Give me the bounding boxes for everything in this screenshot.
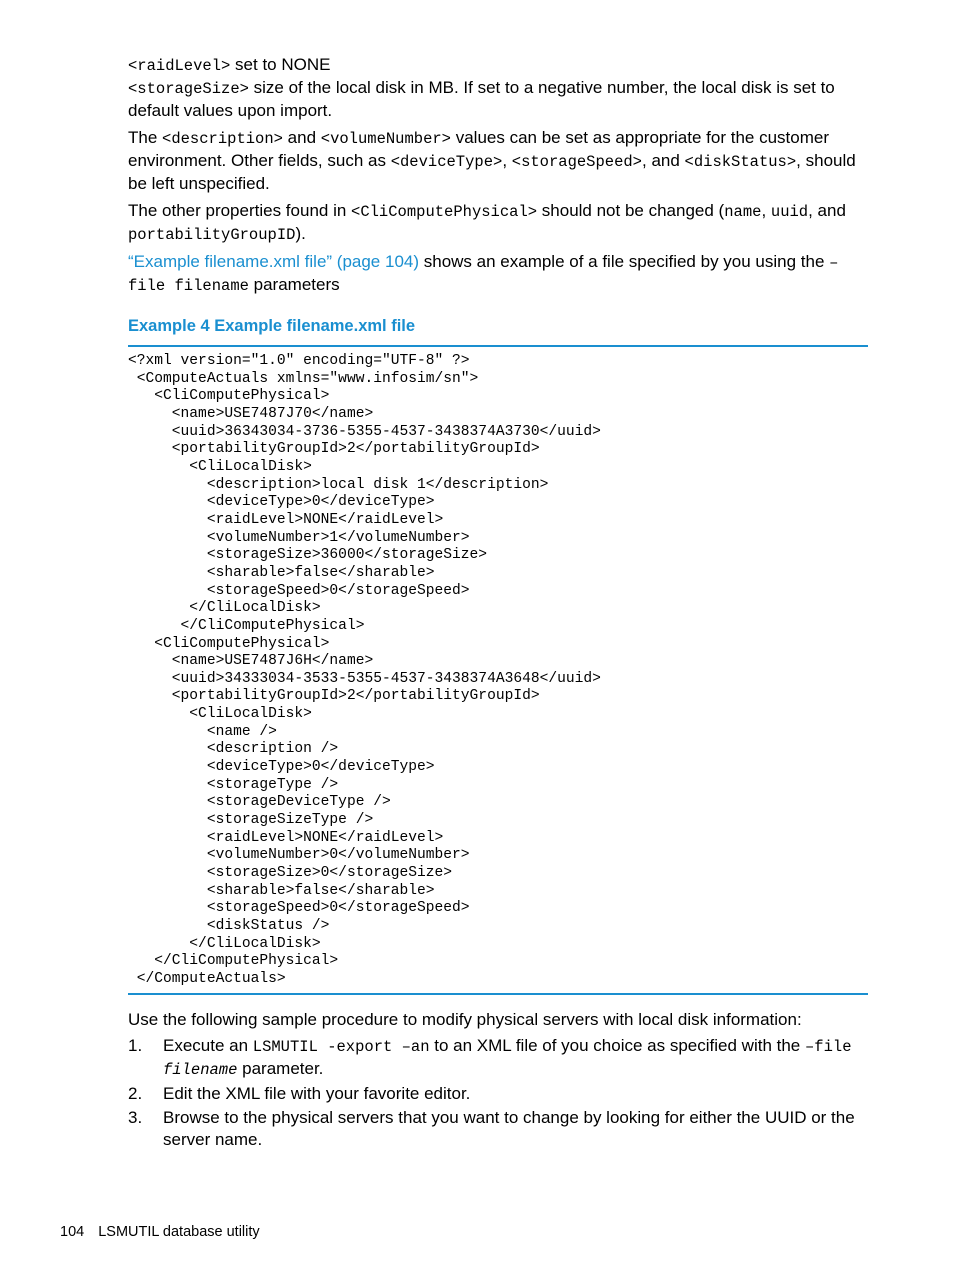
list-item: 3. Browse to the physical servers that you want to change by looking for either the UUID or the server name. <box>128 1107 855 1149</box>
example-link[interactable]: “Example filename.xml file” (page 104) <box>128 252 420 271</box>
procedure-intro: Use the following sample procedure to modify physical servers with local disk information: <box>128 1009 802 1029</box>
example-title: Example 4 Example filename.xml file <box>128 315 868 347</box>
other-properties-paragraph: The other properties found in <CliComputePhysical> should not be changed (name, uuid, and portabilityGroupID). <box>128 201 846 244</box>
footer-title: LSMUTIL database utility <box>98 1224 260 1240</box>
code-listing: <?xml version="1.0" encoding="UTF-8" ?> <ComputeActuals xmlns="www.infosim/sn"> <CliComputePhysical> <name>USE7487J70</name> <uuid>36343034-3736-5355-4537-3438374A3730</uuid> <portabilityGroupId>2</portabilityGroupId> <CliLocalDisk> <description>local disk 1</description> <deviceType>0</deviceType> <raidLevel>NONE</raidLevel> <volumeNumber>1</volumeNumber> <storageSize>36000</storageSize> <sharable>false</sharable> <storageSpeed>0</storageSpeed> </CliLocalDisk> </CliComputePhysical> <CliComputePhysical> <name>USE7487J6H</name> <uuid>34333034-3533-5355-4537-3438374A3648</uuid> <portabilityGroupId>2</portabilityGroupId> <CliLocalDisk> <name /> <description /> <deviceType>0</deviceType> <storageType /> <storageDeviceType /> <storageSizeType /> <raidLevel>NONE</raidLevel> <volumeNumber>0</volumeNumber> <storageSize>0</storageSize> <sharable>false</sharable> <storageSpeed>0</storageSpeed> <diskStatus /> </CliLocalDisk> </CliComputePhysical> </ComputeActuals> <box>128 347 868 995</box>
code-raidlevel: <raidLevel> <box>128 57 231 75</box>
code-storagesize: <storageSize> <box>128 80 249 98</box>
storagesize-line: <storageSize> size of the local disk in MB. If set to a negative number, the local disk is set to default values upon import. <box>128 78 835 120</box>
document-body <box>128 54 868 1153</box>
page-number: 104 <box>60 1224 85 1240</box>
list-item: 1. Execute an LSMUTIL -export –an to an XML file of you choice as specified with the –file filename parameter. <box>128 1035 852 1079</box>
description-paragraph: The <description> and <volumeNumber> values can be set as appropriate for the customer environment. Other fields, such as <deviceType>, <storageSpeed>, and <diskStatus>, should be left unspecified. <box>128 128 856 193</box>
list-item: 2. Edit the XML file with your favorite editor. <box>128 1083 471 1103</box>
page-footer <box>60 1222 260 1242</box>
raidlevel-line: <raidLevel> set to NONE <box>128 55 331 75</box>
procedure-steps <box>128 1035 868 1151</box>
example-reference-paragraph: “Example filename.xml file” (page 104) shows an example of a file specified by you using the –file filename parameters <box>128 252 839 295</box>
